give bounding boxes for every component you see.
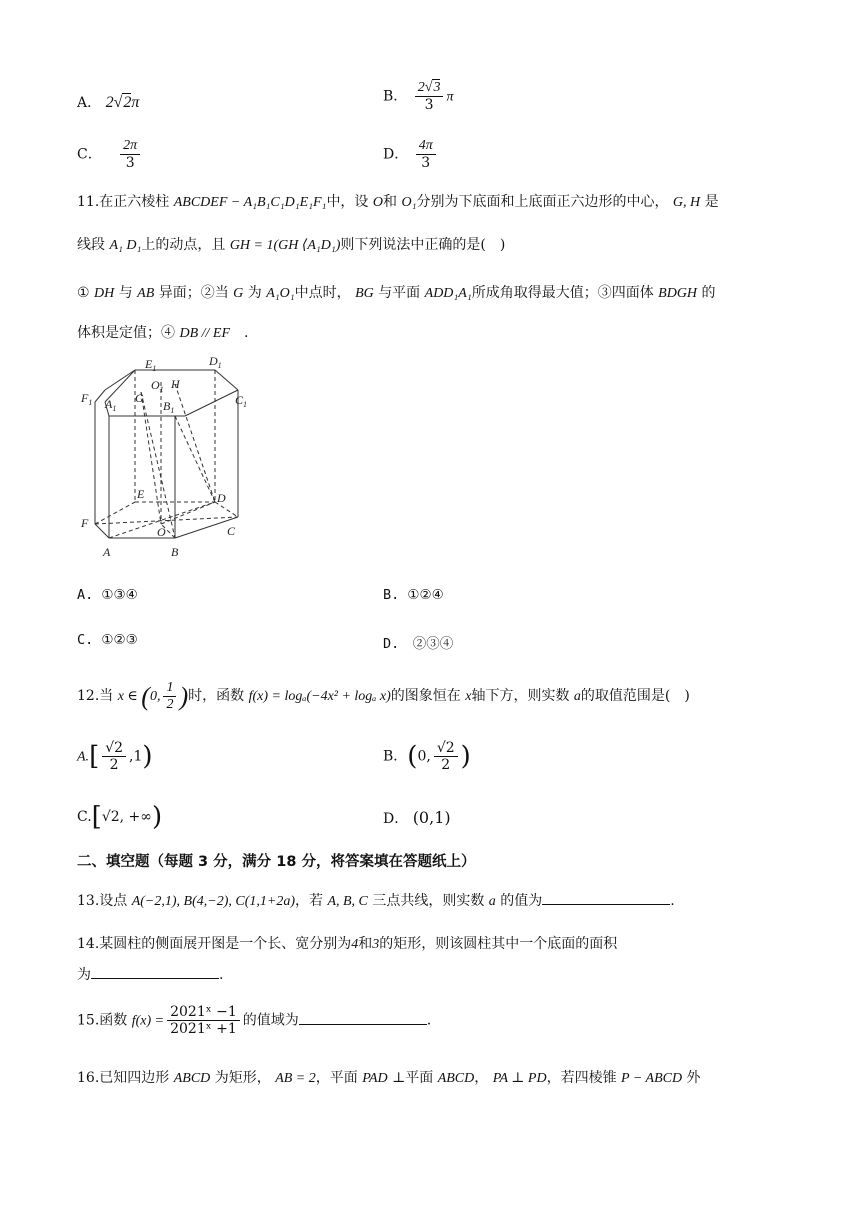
fraction-num: 1 (163, 680, 176, 697)
math-x: x (465, 688, 472, 704)
fraction-den: 2 (109, 757, 119, 774)
fraction-den: 2 (166, 697, 174, 713)
hidden-edge (141, 392, 161, 524)
question-number: 12. (77, 687, 100, 704)
math-fx: f(x) = (131, 1013, 165, 1029)
fraction-den: 2 (441, 757, 451, 774)
question-number: 11. (77, 194, 100, 210)
hidden-edge (175, 384, 215, 502)
q12-option-d (383, 808, 451, 828)
math-parallel: DB // EF (179, 326, 230, 341)
q11-option-d: D. ②③④ (383, 636, 454, 652)
text: 与平面 (378, 285, 421, 301)
q15 (77, 1004, 431, 1037)
q12-option-b: B．(0, $\frac{√2}{2}$ ) (383, 740, 471, 774)
text: 的 (701, 285, 716, 301)
text: . (426, 1012, 432, 1029)
math-bdgh: BDGH (658, 286, 698, 301)
math-o1: O₁ (401, 195, 417, 210)
answer-blank[interactable] (299, 1010, 427, 1025)
q16 (77, 1067, 701, 1087)
q11-line-4 (77, 322, 248, 342)
label-o: O (157, 525, 166, 539)
q11-option-a: A. ①③④ (77, 587, 138, 603)
fraction-num: 2π (120, 138, 140, 155)
label-e1: $E_1$ (145, 357, 157, 373)
text: . (670, 893, 675, 909)
q11-option-c: C. ①②③ (77, 632, 138, 648)
text: 的取值范围是( ) (580, 687, 690, 704)
option-pre: 0, (417, 748, 431, 765)
text: 则下列说法中正确的是( ) (340, 237, 506, 253)
text: 与 (118, 285, 133, 301)
math-a1o1: A₁O₁ (266, 286, 295, 301)
math-a: a (573, 688, 581, 704)
label-o1: $O_1$ (151, 378, 164, 394)
text: 的矩形，则该圆柱其中一个底面的面积 (379, 936, 618, 952)
hexagonal-prism-figure (75, 352, 255, 564)
math-abcd: ABCD (173, 1071, 211, 1086)
text: 和 (358, 936, 373, 952)
label-d: D (217, 491, 226, 505)
math-x-in: x ∈ (0, $\frac{1}{2}$ ) (117, 680, 189, 713)
q10-option-a-value: 2√2π (105, 94, 140, 111)
fraction-num: √2 (434, 740, 458, 757)
math-perp: ⊥ (392, 1070, 406, 1086)
fraction-den: 3 (125, 155, 135, 172)
question-number: 13. (77, 893, 100, 909)
text: 体积是定值；④ (77, 325, 175, 341)
text: 某圆柱的侧面展开图是一个长、宽分别为 (99, 936, 352, 952)
q11-line-2 (77, 234, 505, 254)
q10-option-c (77, 138, 143, 171)
option-rest: ,1 (129, 748, 143, 765)
q10-option-c-fraction (120, 138, 140, 171)
q10-option-a (77, 92, 139, 112)
text: 和 (383, 194, 398, 210)
q11-line-3 (77, 282, 716, 302)
edge (95, 390, 105, 402)
fraction-den: 3 (424, 97, 434, 114)
math-dh: DH (94, 286, 115, 301)
option-label: A. (77, 749, 90, 765)
text: 为 (247, 285, 262, 301)
text: 异面；②当 (158, 285, 229, 301)
math-g: G (233, 286, 244, 301)
text: ① (77, 285, 90, 301)
question-number: 15. (77, 1012, 100, 1029)
option-label: D． (383, 146, 409, 163)
q10-option-b: B． $\frac{2√3}{3}$ π (383, 80, 454, 114)
text: 当 (99, 687, 114, 704)
math-points: A(−2,1), B(4,−2), C(1,1+2a) (131, 894, 295, 909)
math-three: 3 (372, 937, 380, 952)
math-pyramid: P − ABCD (621, 1071, 683, 1086)
option-label: C. (77, 809, 92, 825)
q11-line-1 (77, 191, 719, 211)
label-b: B (171, 545, 179, 559)
label-f1: $F_1$ (81, 391, 93, 407)
label-b1: $B_1$ (163, 399, 175, 415)
text: 的图象恒在 (390, 687, 461, 704)
text: 为 (77, 967, 91, 983)
question-number: 16. (77, 1070, 100, 1086)
math-gh: G, H (672, 195, 701, 210)
text: 已知四边形 (99, 1070, 170, 1086)
hidden-edge (161, 502, 215, 524)
math-function: f(x) = logₐ(−4x² + logₐ x) (248, 688, 391, 704)
fraction-num: 4π (416, 138, 436, 155)
q12-option-a: A.[ $\frac{√2}{2}$ ,1) (77, 740, 153, 774)
edge (105, 370, 135, 390)
q12-option-c: C.[√2, +∞) (77, 802, 163, 832)
text: 轴下方，则实数 (471, 687, 570, 704)
text: 是 (704, 194, 719, 210)
math-abc: A, B, C (327, 894, 368, 909)
math-o: O (372, 195, 384, 210)
fraction-num: 2021ˣ −1 (167, 1004, 240, 1021)
text: 函数 (99, 1012, 128, 1029)
text: 时，函数 (188, 687, 245, 704)
text: 三点共线，则实数 (372, 893, 485, 909)
option-label: B． (383, 748, 408, 765)
text: ， (474, 1070, 489, 1086)
q10-option-d-fraction (416, 138, 436, 171)
question-number: 14. (77, 936, 100, 952)
option-value: (0,1) (412, 808, 451, 827)
fraction-den: 3 (421, 155, 431, 172)
label-a: A (103, 545, 111, 559)
label-d1: $D_1$ (209, 354, 222, 370)
math-pa-perp-pd: PA ⊥ PD (492, 1071, 547, 1086)
math-abcd-2: ABCD (437, 1071, 475, 1086)
text: ，若四棱锥 (546, 1070, 617, 1086)
math-four: 4 (351, 937, 359, 952)
fraction-num: √2 (102, 740, 126, 757)
text: 的值为 (500, 893, 543, 909)
text: . (230, 325, 249, 341)
math-ab: AB (137, 286, 155, 301)
label-g: G (135, 391, 144, 405)
sqrt-arg: 3 (433, 80, 441, 95)
math-bg: BG (355, 286, 374, 301)
math-condition: GH = 1(GH ⟨A₁D₁) (229, 238, 341, 253)
q14-line-2 (77, 964, 223, 984)
text: 上的动点，且 (141, 237, 226, 253)
q10-option-d (383, 138, 439, 171)
option-label: B． (383, 88, 408, 105)
q12-stem (77, 680, 690, 713)
math-prism: ABCDEF − A₁B₁C₁D₁E₁F₁ (173, 195, 327, 210)
edge (185, 390, 238, 416)
option-label: D． (383, 811, 409, 827)
section-heading: 二、填空题（每题 3 分，满分 18 分，将答案填在答题纸上） (77, 854, 476, 870)
label-c: C (227, 524, 236, 538)
text: . (219, 967, 224, 983)
text: ，若 (294, 893, 323, 909)
label-c1: $C_1$ (235, 393, 248, 409)
text: 所成角取得最大值；③四面体 (471, 285, 654, 301)
math-a1d1: A₁ D₁ (109, 238, 142, 253)
text: 分别为下底面和上底面正六边形的中心， (416, 194, 669, 210)
text: 平面 (405, 1070, 434, 1086)
q11-option-b: B. ①②④ (383, 587, 444, 603)
q10-option-b-fraction: $\frac{2√3}{3}$ (415, 80, 444, 113)
label-e: E (137, 487, 145, 501)
hidden-edge (175, 416, 215, 502)
q13 (77, 890, 675, 910)
math-a: a (488, 894, 496, 909)
text: 中，设 (326, 194, 369, 210)
option-value: √2, +∞ (101, 809, 152, 825)
text: ，平面 (315, 1070, 358, 1086)
text: 的值域为 (242, 1012, 299, 1029)
fraction-den: 2021ˣ +1 (170, 1021, 237, 1038)
math-ab-eq-2: AB = 2 (275, 1071, 316, 1086)
text: 在正六棱柱 (99, 194, 170, 210)
option-label: A． (77, 95, 102, 111)
answer-blank[interactable] (542, 890, 670, 905)
text: 中点时， (294, 285, 351, 301)
edge (95, 524, 109, 538)
label-a1: $A_1$ (105, 397, 117, 413)
q14-line-1 (77, 933, 617, 953)
text: 为矩形， (214, 1070, 271, 1086)
hidden-edge (95, 502, 135, 524)
option-label: C． (77, 146, 102, 163)
edge (215, 370, 238, 390)
text: 外 (686, 1070, 701, 1086)
math-plane: ADD₁A₁ (424, 286, 472, 301)
answer-blank[interactable] (91, 964, 219, 979)
text: 线段 (77, 237, 105, 253)
text: 设点 (99, 893, 128, 909)
hidden-edge (95, 517, 238, 524)
label-h: H (171, 377, 180, 391)
label-f: F (81, 516, 89, 530)
math-pad: PAD (362, 1071, 388, 1086)
